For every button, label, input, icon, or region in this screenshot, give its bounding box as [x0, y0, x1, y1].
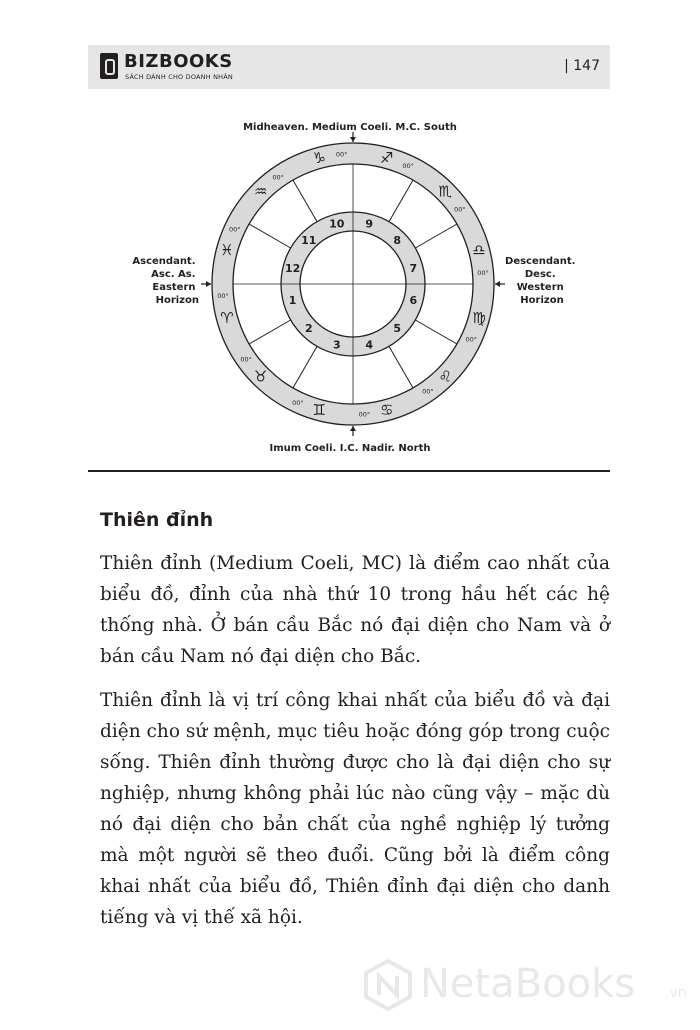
paragraph-2: Thiên đỉnh là vị trí công khai nhất của biểu đồ và đại diện cho sứ mệnh, mục tiêu hoặc đóng góp trong cuộc sống. Thiên đỉnh thường được cho là đại diện cho sự nghiệp, nhưng không phải lúc nào cũng vậy – mặc dù nó đại diện cho bản chất của nghề nghiệp lý tưởng mà một người sẽ theo đuổi. Cũng bởi là điểm công khai nhất của biểu đồ, Thiên đỉnh đại diện cho danh tiếng và vị thế xã hội. — [100, 690, 610, 928]
house-cusp-line — [293, 180, 317, 222]
libra-icon: ♎ — [472, 241, 486, 260]
degree-mark: 00° — [272, 173, 284, 182]
scorpio-icon: ♏ — [438, 182, 453, 201]
degree-mark: 00° — [217, 291, 229, 300]
desc-arrow-head — [495, 281, 500, 287]
house-number-1: 1 — [288, 294, 297, 308]
brand-name: BIZBOOKS — [124, 51, 233, 72]
page-header — [88, 45, 610, 89]
house-cusp-line — [389, 346, 413, 388]
degree-mark: 00° — [358, 410, 371, 419]
house-cusp-line — [415, 320, 457, 344]
bizbooks-logo-icon — [100, 53, 118, 79]
bizbooks-logo — [100, 49, 300, 85]
descendant-label: Descendant. Desc. Western Horizon — [505, 256, 576, 306]
degree-mark: 00° — [335, 150, 348, 159]
house-number-11: 11 — [301, 233, 317, 247]
midheaven-label: Midheaven. Medium Coeli. M.C. South — [243, 122, 457, 133]
ascendant-label: Ascendant. Asc. As. Eastern Horizon — [132, 256, 199, 306]
astrology-chart — [132, 112, 576, 462]
degree-mark: 00° — [477, 269, 489, 278]
netabooks-watermark — [360, 955, 690, 1015]
degree-mark: 00° — [454, 205, 466, 214]
house-cusp-line — [415, 224, 457, 248]
house-cusp-line — [249, 320, 291, 344]
leo-icon: ♌ — [438, 367, 453, 386]
section-title: Thiên đỉnh — [100, 509, 214, 531]
section-divider — [88, 470, 610, 472]
ic-arrow-head — [350, 426, 356, 431]
virgo-icon: ♍ — [472, 308, 486, 327]
paragraph-1: Thiên đỉnh (Medium Coeli, MC) là điểm cao nhất của biểu đồ, đỉnh của nhà thứ 10 trong hầu hết các hệ thống nhà. Ở bán cầu Bắc nó đại diện cho Nam và ở bán cầu Nam nó đại diện cho Bắc. — [100, 553, 610, 667]
page-number: | 147 — [564, 58, 600, 74]
degree-mark: 00° — [402, 162, 414, 171]
house-number-2: 2 — [304, 322, 313, 336]
house-number-4: 4 — [365, 338, 374, 352]
degree-mark: 00° — [228, 225, 241, 234]
degree-mark: 00° — [240, 355, 252, 364]
gemini-icon: ♊ — [312, 401, 326, 420]
mc-arrow-head — [350, 137, 356, 142]
watermark-brand: NetaBooks — [420, 961, 636, 1007]
house-number-12: 12 — [284, 261, 301, 275]
house-number-7: 7 — [409, 261, 418, 275]
house-cusp-line — [293, 346, 317, 388]
house-number-8: 8 — [393, 233, 402, 247]
imum-coeli-label: Imum Coeli. I.C. Nadir. North — [269, 443, 431, 454]
house-number-10: 10 — [329, 217, 345, 231]
house-cusp-line — [389, 180, 413, 222]
watermark-domain: .vn — [665, 985, 687, 1001]
sagittarius-icon: ♐ — [380, 148, 394, 167]
pisces-icon: ♓ — [220, 241, 234, 260]
brand-tagline: SÁCH DÀNH CHO DOANH NHÂN — [125, 73, 233, 81]
asc-arrow-head — [206, 281, 211, 287]
house-number-9: 9 — [365, 217, 374, 231]
house-number-5: 5 — [393, 322, 402, 336]
degree-mark: 00° — [292, 398, 304, 407]
cancer-icon: ♋ — [380, 401, 394, 420]
house-cusp-line — [249, 224, 291, 248]
house-number-3: 3 — [332, 338, 341, 352]
taurus-icon: ♉ — [253, 367, 268, 386]
aries-icon: ♈ — [220, 308, 234, 327]
degree-mark: 00° — [422, 387, 434, 396]
aquarius-icon: ♒ — [253, 182, 268, 201]
netabooks-logo-icon — [362, 959, 414, 1011]
house-divider-lines — [233, 164, 473, 404]
capricorn-icon: ♑ — [312, 148, 326, 167]
house-number-6: 6 — [409, 294, 418, 308]
degree-mark: 00° — [465, 335, 478, 344]
